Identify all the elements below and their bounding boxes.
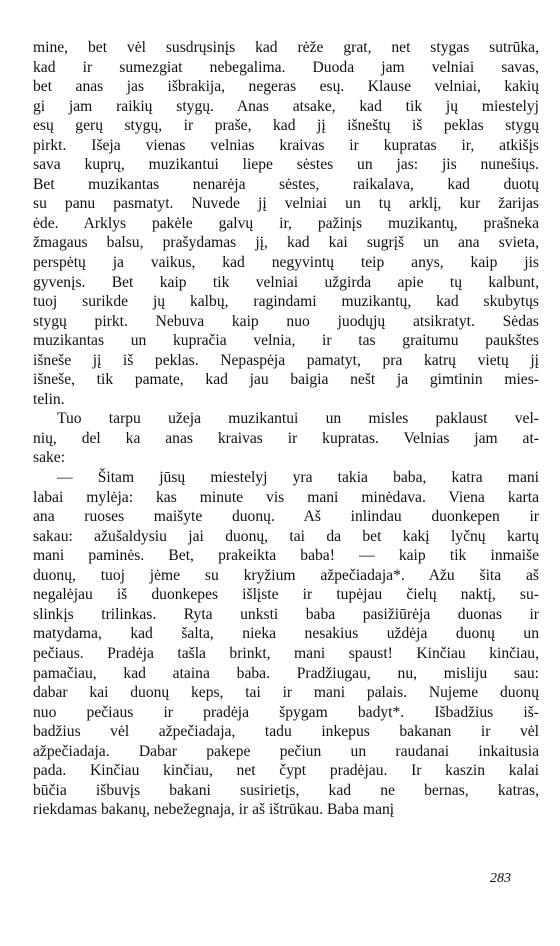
text-line: su panu pasmatyt. Nuvede jį velniai un tų arklį, kur žarijas [33, 195, 539, 213]
text-line: bet anas jas išbrakija, negeras esų. Klause velniai, kakių [33, 78, 539, 96]
text-line: — Šitam jūsų miestelyj yra takia baba, katra mani [57, 469, 539, 487]
paragraph [33, 409, 539, 468]
text-line: sakau: ažušaldysiu jai duonų, tai da bet kakį lyčnų kartų [33, 527, 539, 545]
text-line: stygų pirkt. Nebuva kaip nuo juodųjų atsikratyt. Sėdas [33, 312, 539, 330]
text-body [33, 38, 539, 820]
text-line: ažpečiadaja. Dabar pakepe pečiun un raudanai inkaitusia [33, 742, 539, 760]
text-line: negalėjau iš duonkepes išlįste ir tupėjau čielų naktį, su- [33, 586, 539, 604]
text-line: sava kuprų, muzikantui liepe sėstes un jas: jis nunešiųs. [33, 156, 539, 174]
text-line: išneše, tik pamate, kad jau baigia nešt ja gimtinin mies- [33, 371, 539, 389]
text-line: riekdamas bakanų, nebežegnaja, ir aš ištrūkau. Baba manį [33, 801, 395, 819]
paragraph [33, 38, 539, 409]
text-line: išneše jį iš peklas. Nepaspėja pamatyt, pra katrų vietų jį [33, 351, 539, 369]
text-line: Bet muzikantas nenarėja sėstes, raikalava, kad duotų [33, 175, 539, 193]
text-line: slinkįs trilinkas. Ryta unksti baba pasižiūrėja duonas ir [33, 605, 539, 623]
text-line: pada. Kinčiau kinčiau, net čypt pradėjau. Ir kaszin kalai [33, 762, 539, 780]
text-line: badžius vėl ažpečiadaja, tadu inkepus bakanan ir vėl [33, 723, 539, 741]
text-line: pečiaus. Pradėja tašla brinkt, mani spaust! Kinčiau kinčiau, [33, 644, 539, 662]
text-line: ėde. Arklys pakėle galvų ir, pažinįs muzikantų, prašneka [33, 214, 539, 232]
text-line: mani paminės. Bet, prakeikta baba! — kaip tik inmaiše [33, 547, 539, 565]
text-line: būčia išbuvįs bakani susirietįs, kad ne bernas, katras, [33, 781, 539, 799]
paragraph [33, 468, 539, 820]
text-line: labai mylėja: kas minute vis mani minėdava. Viena karta [33, 488, 539, 506]
text-line: ana ruoses maišyte duonų. Aš inlindau duonkepen ir [33, 508, 539, 526]
text-line: matydama, kad šalta, nieka nesakius uždėja duonų un [33, 625, 539, 643]
text-line: tuoj surikde jų kalbų, ragindami muzikantų, kad skubytųs [33, 293, 539, 311]
text-line: mine, bet vėl susdrųsinįs kad rėže grat, net stygas sutrūka, [33, 39, 539, 56]
page-number: 283 [490, 871, 511, 886]
text-line: kad ir sumezgiat nebegalima. Duoda jam velniai savas, [33, 58, 539, 76]
book-page [33, 38, 539, 820]
text-line: pamačiau, kad ataina baba. Pradžiugau, nu, misliju sau: [33, 664, 539, 682]
text-line: perspėtų ja vaikus, kad negyvintų teip anys, kaip jis [33, 254, 539, 272]
text-line: nuo pečiaus ir pradėja špygam badyt*. Išbadžius iš- [33, 703, 539, 721]
text-line: dabar kai duonų keps, tai ir mani palais. Nujeme duonų [33, 684, 539, 702]
text-line: gi jam raikių stygų. Anas atsake, kad tik jų miestelyj [33, 97, 539, 115]
text-line: nių, del ka anas kraivas ir kupratas. Velnias jam at- [33, 429, 539, 447]
text-line: sake: [33, 449, 66, 467]
text-line: muzikantas un kupračia velnia, ir tas graitumu paukštes [33, 332, 539, 350]
text-line: pirkt. Išeja vienas velnias kraivas ir kupratas ir, atkišįs [33, 136, 539, 154]
text-line: gyvenįs. Bet kaip tik velniai užgirda apie tų kalbunt, [33, 273, 539, 291]
text-line: Tuo tarpu užeja muzikantui un misles paklaust vel- [57, 410, 539, 428]
text-line: žmagaus balsu, prašydamas jį, kad kai sugrįš un ana svieta, [33, 234, 539, 252]
text-line: telin. [33, 390, 65, 408]
text-line: esų gerų stygų, ir praše, kad jį išneštų iš peklas stygų [33, 117, 539, 135]
text-line: duonų, tuoj jėme su kryžium ažpečiadaja*. Ažu šita aš [33, 566, 539, 584]
